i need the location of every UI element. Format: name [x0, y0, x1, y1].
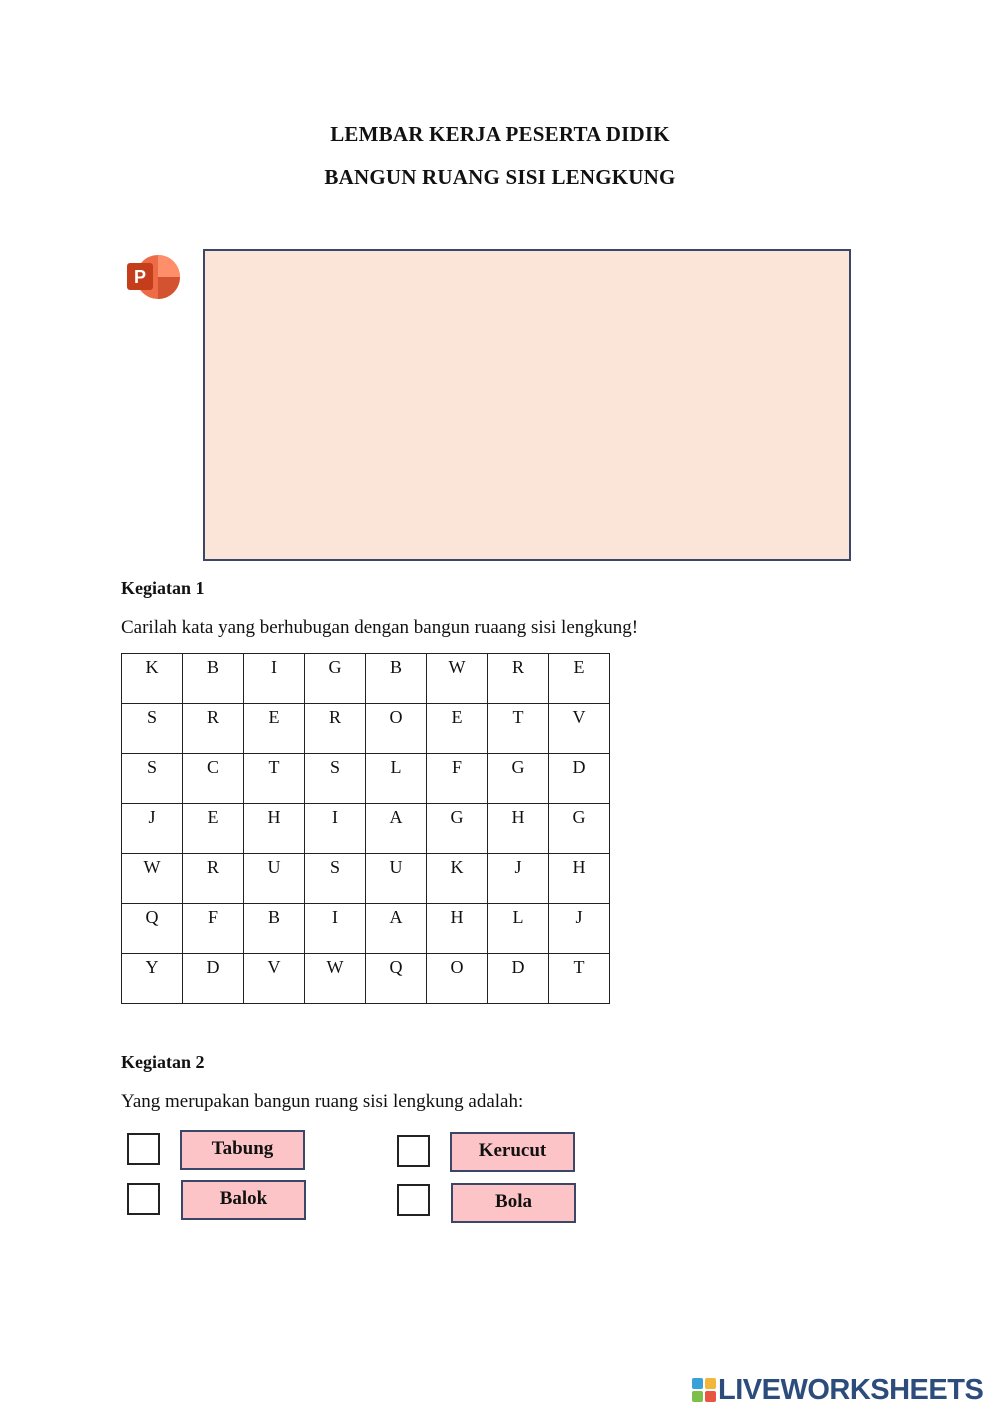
grid-row — [122, 654, 610, 704]
svg-text:P: P — [133, 267, 147, 287]
grid-cell[interactable]: S — [122, 704, 183, 754]
grid-cell[interactable]: J — [488, 854, 549, 904]
grid-cell[interactable]: V — [549, 704, 610, 754]
grid-row — [122, 904, 610, 954]
grid-cell[interactable]: W — [122, 854, 183, 904]
grid-cell[interactable]: D — [488, 954, 549, 1004]
grid-cell[interactable]: U — [366, 854, 427, 904]
grid-cell[interactable]: C — [183, 754, 244, 804]
powerpoint-icon[interactable] — [126, 252, 184, 302]
grid-cell[interactable]: F — [427, 754, 488, 804]
grid-cell[interactable]: E — [244, 704, 305, 754]
grid-cell[interactable]: E — [549, 654, 610, 704]
activity1-heading: Kegiatan 1 — [121, 578, 205, 598]
grid-cell[interactable]: R — [183, 704, 244, 754]
checkbox-kerucut[interactable] — [397, 1135, 430, 1167]
grid-cell[interactable]: H — [488, 804, 549, 854]
option-tabung[interactable]: Tabung — [180, 1130, 305, 1170]
grid-row — [122, 704, 610, 754]
grid-cell[interactable]: U — [244, 854, 305, 904]
grid-cell[interactable]: G — [305, 654, 366, 704]
grid-cell[interactable]: T — [549, 954, 610, 1004]
grid-cell[interactable]: E — [183, 804, 244, 854]
grid-cell[interactable]: S — [122, 754, 183, 804]
activity2-instruction: Yang merupakan bangun ruang sisi lengkung adalah: — [121, 1091, 524, 1112]
grid-cell[interactable]: S — [305, 754, 366, 804]
liveworksheets-logo-icon — [692, 1378, 716, 1402]
word-search-grid — [121, 653, 610, 1004]
grid-row — [122, 954, 610, 1004]
grid-cell[interactable]: R — [305, 704, 366, 754]
checkbox-balok[interactable] — [127, 1183, 160, 1215]
checkbox-tabung[interactable] — [127, 1133, 160, 1165]
grid-cell[interactable]: E — [427, 704, 488, 754]
grid-cell[interactable]: A — [366, 904, 427, 954]
grid-cell[interactable]: B — [244, 904, 305, 954]
page-title: LEMBAR KERJA PESERTA DIDIK — [330, 122, 670, 146]
grid-cell[interactable]: W — [427, 654, 488, 704]
grid-cell[interactable]: A — [366, 804, 427, 854]
grid-cell[interactable]: F — [183, 904, 244, 954]
grid-cell[interactable]: G — [488, 754, 549, 804]
grid-cell[interactable]: O — [366, 704, 427, 754]
grid-cell[interactable]: I — [305, 804, 366, 854]
grid-row — [122, 754, 610, 804]
grid-cell[interactable]: J — [122, 804, 183, 854]
grid-cell[interactable]: G — [549, 804, 610, 854]
grid-cell[interactable]: W — [305, 954, 366, 1004]
grid-cell[interactable]: V — [244, 954, 305, 1004]
grid-row — [122, 854, 610, 904]
grid-row — [122, 804, 610, 854]
grid-cell[interactable]: H — [427, 904, 488, 954]
option-balok[interactable]: Balok — [181, 1180, 306, 1220]
grid-cell[interactable]: O — [427, 954, 488, 1004]
grid-cell[interactable]: Y — [122, 954, 183, 1004]
grid-cell[interactable]: B — [366, 654, 427, 704]
grid-cell[interactable]: T — [488, 704, 549, 754]
grid-cell[interactable]: L — [366, 754, 427, 804]
grid-cell[interactable]: H — [244, 804, 305, 854]
grid-cell[interactable]: K — [427, 854, 488, 904]
grid-cell[interactable]: S — [305, 854, 366, 904]
grid-cell[interactable]: T — [244, 754, 305, 804]
brand-name: LIVEWORKSHEETS — [718, 1373, 984, 1406]
grid-cell[interactable]: I — [305, 904, 366, 954]
option-kerucut[interactable]: Kerucut — [450, 1132, 575, 1172]
presentation-frame[interactable] — [203, 249, 851, 561]
brand-footer — [692, 1373, 983, 1407]
grid-cell[interactable]: I — [244, 654, 305, 704]
grid-cell[interactable]: B — [183, 654, 244, 704]
grid-cell[interactable]: D — [183, 954, 244, 1004]
activity1-instruction: Carilah kata yang berhubugan dengan bangun ruaang sisi lengkung! — [121, 617, 639, 638]
grid-cell[interactable]: G — [427, 804, 488, 854]
option-bola[interactable]: Bola — [451, 1183, 576, 1223]
grid-cell[interactable]: R — [183, 854, 244, 904]
grid-cell[interactable]: D — [549, 754, 610, 804]
grid-cell[interactable]: J — [549, 904, 610, 954]
grid-cell[interactable]: L — [488, 904, 549, 954]
grid-cell[interactable]: Q — [122, 904, 183, 954]
grid-cell[interactable]: K — [122, 654, 183, 704]
checkbox-bola[interactable] — [397, 1184, 430, 1216]
page-subtitle: BANGUN RUANG SISI LENGKUNG — [324, 165, 676, 189]
grid-cell[interactable]: R — [488, 654, 549, 704]
grid-cell[interactable]: H — [549, 854, 610, 904]
activity2-heading: Kegiatan 2 — [121, 1052, 205, 1072]
grid-cell[interactable]: Q — [366, 954, 427, 1004]
